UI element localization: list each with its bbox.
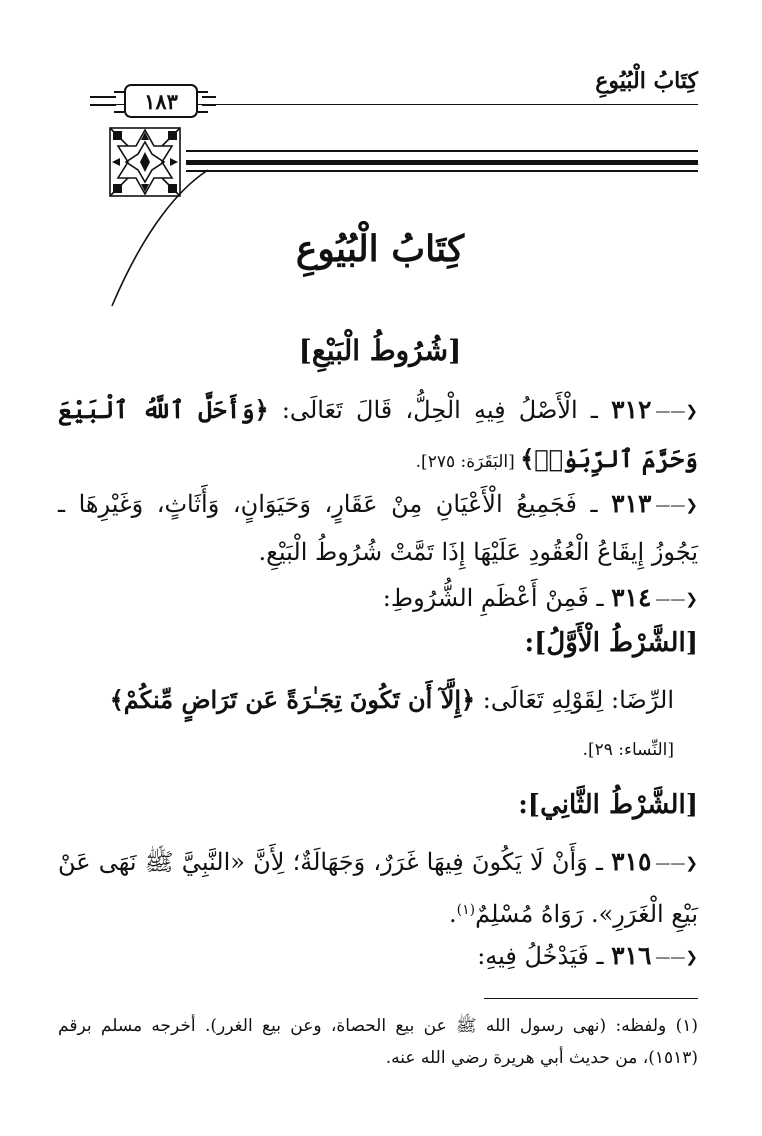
condition-1-heading: [الشَّرْطُ الْأَوَّلُ]: bbox=[524, 628, 698, 658]
paragraph-consent bbox=[58, 676, 698, 774]
paragraph-text: ـ الْأَصْلُ فِيهِ الْحِلُّ، قَالَ تَعَالَى: bbox=[268, 396, 598, 424]
paragraph-313 bbox=[58, 480, 698, 576]
paragraph-marker-icon: ❮—— bbox=[655, 854, 698, 872]
paragraph-text: ـ فَيَدْخُلُ فِيهِ: bbox=[477, 942, 604, 970]
footnote-number: (١) bbox=[675, 1016, 699, 1036]
verse-reference: [البَقَرَة: ٢٧٥]. bbox=[415, 452, 521, 472]
paragraph-marker-icon: ❮—— bbox=[655, 496, 698, 514]
running-header-title: كِتَابُ الْبُيُوعِ bbox=[595, 68, 698, 94]
paragraph-312 bbox=[58, 386, 698, 486]
condition-2-heading: [الشَّرْطُ الثَّانِي]: bbox=[518, 790, 698, 820]
footnote-rule bbox=[484, 998, 698, 999]
paragraph-number: ٣١٤ bbox=[611, 583, 652, 612]
paragraph-text: الرِّضَا: لِقَوْلِهِ تَعَالَى: bbox=[475, 686, 674, 714]
paragraph-number: ٣١٢ bbox=[611, 395, 652, 424]
chapter-title: كِتَابُ الْبُيُوعِ bbox=[295, 228, 465, 270]
page-number-line-left bbox=[90, 96, 116, 106]
paragraph-number: ٣١٥ bbox=[611, 847, 652, 876]
paragraph-316 bbox=[58, 932, 698, 981]
section-title: [شُرُوطُ الْبَيْعِ] bbox=[298, 334, 462, 367]
chapter-rule-bottom bbox=[186, 170, 698, 172]
verse-reference: [النِّساء: ٢٩]. bbox=[582, 740, 674, 760]
chapter-rule-thick bbox=[186, 160, 698, 165]
paragraph-marker-icon: ❮—— bbox=[655, 590, 698, 608]
footnote-reference[interactable]: (١) bbox=[456, 902, 476, 918]
paragraph-number: ٣١٦ bbox=[611, 941, 652, 970]
paragraph-315: ❮——٣١٥ ـ وَأَنْ لَا يَكُونَ فِيهَا غَرَرٌ، وَجَهَالَةٌ؛ لِأَنَّ «النَّبِيَّ ﷺ نَهَى عَنْ بَيْعِ الْغَرَرِ». رَوَاهُ مُسْلِمٌ$^{(١)}$. bbox=[58, 847, 698, 928]
paragraph-marker-icon: ❮—— bbox=[655, 948, 698, 966]
page-number-label: ١٨٣ bbox=[144, 88, 178, 114]
footnote bbox=[58, 1010, 698, 1074]
chapter-rule-top bbox=[186, 150, 698, 152]
page-number bbox=[124, 84, 198, 118]
decorative-swoosh bbox=[110, 168, 210, 308]
paragraph-text: ـ وَأَنْ لَا يَكُونَ فِيهَا غَرَرٌ، وَجَهَالَةٌ؛ لِأَنَّ «النَّبِيَّ ﷺ نَهَى عَنْ بَيْعِ الْغَرَرِ». رَوَاهُ مُسْلِمٌ bbox=[58, 848, 698, 928]
quran-verse: ﴿إِلَّآ أَن تَكُونَ تِجَـٰرَةً عَن تَرَاضٍ مِّنكُمْ﴾ bbox=[109, 685, 476, 714]
paragraph-314 bbox=[58, 574, 698, 623]
footnote-text: ولفظه: (نهى رسول الله ﷺ عن بيع الحصاة، وعن بيع الغرر). أخرجه مسلم برقم (١٥١٣)، من حديث أبي هريرة رضي الله عنه. bbox=[58, 1016, 698, 1068]
paragraph-number: ٣١٣ bbox=[611, 489, 652, 518]
paragraph-text: ـ فَمِنْ أَعْظَمِ الشُّرُوطِ: bbox=[382, 584, 604, 612]
paragraph-text: ـ فَجَمِيعُ الْأَعْيَانِ مِنْ عَقَارٍ، وَحَيَوَانٍ، وَأَثَاثٍ، وَغَيْرِهَا ـ يَجُوزُ إِيقَاعُ الْعُقُودِ عَلَيْهَا إِذَا تَمَّتْ شُرُوطُ الْبَيْعِ. bbox=[58, 490, 698, 566]
quran-verse: ﴿وَأَحَلَّ ٱللَّهُ ٱلْبَيْعَ وَحَرَّمَ ٱلرِّبَوٰا۟﴾ bbox=[58, 395, 698, 473]
paragraph-marker-icon: ❮—— bbox=[655, 402, 698, 420]
